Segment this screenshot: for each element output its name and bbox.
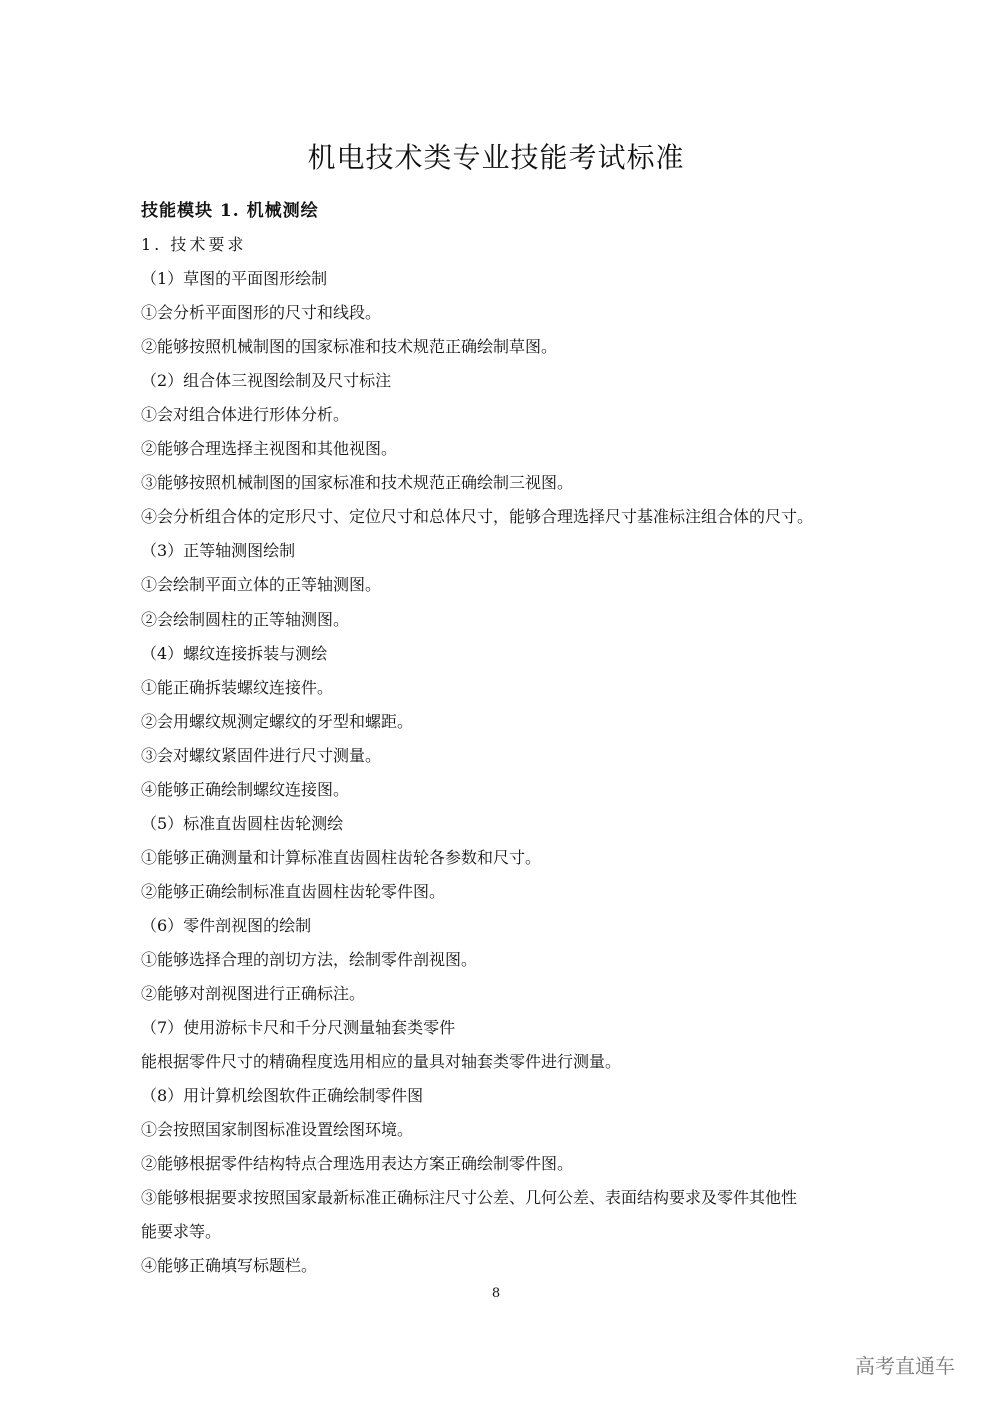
module-heading: 技能模块 1. 机械测绘 — [141, 201, 319, 221]
text-line: （3）正等轴测图绘制 — [141, 541, 296, 561]
text-line: （7）使用游标卡尺和千分尺测量轴套类零件 — [141, 1018, 456, 1038]
text-line: ②能够根据零件结构特点合理选用表达方案正确绘制零件图。 — [141, 1154, 574, 1174]
text-line: ③能够根据要求按照国家最新标准正确标注尺寸公差、几何公差、表面结构要求及零件其他性 — [141, 1188, 798, 1208]
text-line: ①会分析平面图形的尺寸和线段。 — [141, 303, 382, 323]
text-line: ②会用螺纹规测定螺纹的牙型和螺距。 — [141, 711, 414, 731]
text-line: （6）零件剖视图的绘制 — [141, 915, 312, 935]
document-body — [141, 228, 881, 1283]
text-line: ②会绘制圆柱的正等轴测图。 — [141, 609, 350, 629]
text-line: ①能够正确测量和计算标准直齿圆柱齿轮各参数和尺寸。 — [141, 847, 542, 867]
text-line: （5）标准直齿圆柱齿轮测绘 — [141, 813, 344, 833]
page-number: 8 — [491, 1286, 501, 1301]
section-heading: 1. 技术要求 — [141, 235, 247, 254]
text-line: ①能够选择合理的剖切方法，绘制零件剖视图。 — [141, 949, 478, 969]
text-line: ②能够对剖视图进行正确标注。 — [141, 984, 366, 1004]
text-line: ③能够按照机械制图的国家标准和技术规范正确绘制三视图。 — [141, 473, 574, 493]
text-line: （8）用计算机绘图软件正确绘制零件图 — [141, 1086, 424, 1106]
text-line: （4）螺纹连接拆装与测绘 — [141, 643, 328, 663]
text-line: （1）草图的平面图形绘制 — [141, 269, 328, 289]
text-line: ②能够正确绘制标准直齿圆柱齿轮零件图。 — [141, 881, 446, 901]
text-line: ①会绘制平面立体的正等轴测图。 — [141, 575, 382, 595]
watermark: 高考直通车 — [855, 1354, 955, 1378]
text-line: ①会按照国家制图标准设置绘图环境。 — [141, 1120, 414, 1140]
text-line: （2）组合体三视图绘制及尺寸标注 — [141, 371, 392, 391]
text-line: ④会分析组合体的定形尺寸、定位尺寸和总体尺寸，能够合理选择尺寸基准标注组合体的尺寸。 — [141, 507, 814, 527]
document-title: 机电技术类专业技能考试标准 — [307, 141, 685, 174]
text-line: ③会对螺纹紧固件进行尺寸测量。 — [141, 745, 382, 765]
text-line: ①会对组合体进行形体分析。 — [141, 405, 350, 425]
text-line: 能要求等。 — [141, 1222, 222, 1242]
text-line: ④能够正确绘制螺纹连接图。 — [141, 779, 350, 799]
text-line: 能根据零件尺寸的精确程度选用相应的量具对轴套类零件进行测量。 — [141, 1052, 622, 1072]
text-line: ②能够合理选择主视图和其他视图。 — [141, 439, 398, 459]
text-line: ④能够正确填写标题栏。 — [141, 1256, 318, 1276]
text-line: ①能正确拆装螺纹连接件。 — [141, 677, 334, 697]
text-line: ②能够按照机械制图的国家标准和技术规范正确绘制草图。 — [141, 337, 558, 357]
